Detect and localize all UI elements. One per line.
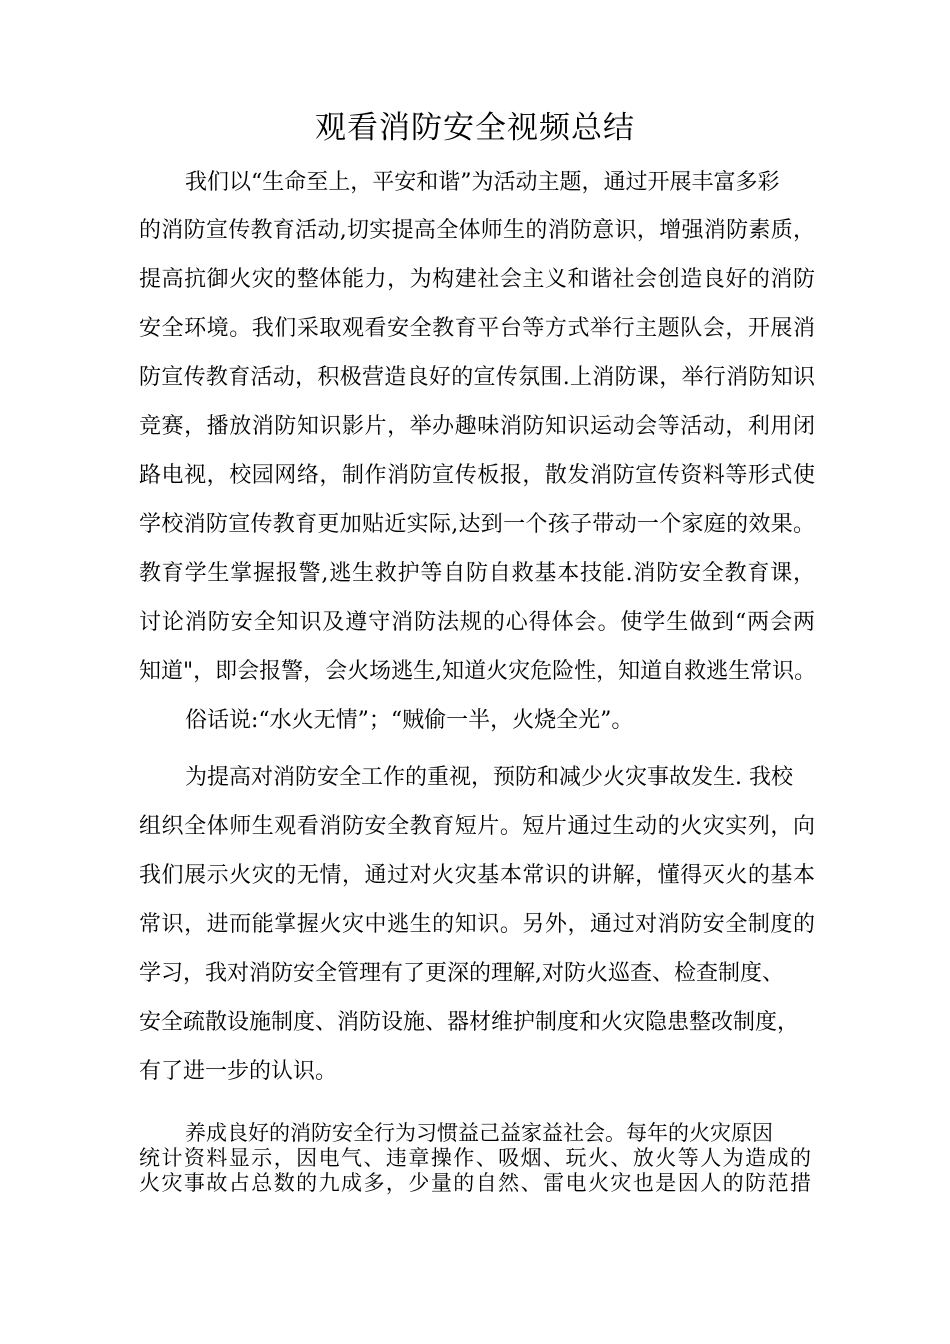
paragraph-1-line-5: 防宣传教育活动，积极营造良好的宣传氛围.上消防课，举行消防知识 <box>139 365 815 390</box>
paragraph-1-line-6: 竞赛，播放消防知识影片，举办趣味消防知识运动会等活动，利用闭 <box>139 414 815 439</box>
paragraph-3-line-4: 常识，进而能掌握火灾中逃生的知识。另外，通过对消防安全制度的 <box>139 912 815 937</box>
paragraph-3-line-2: 组织全体师生观看消防安全教育短片。短片通过生动的火灾实列，向 <box>139 814 815 839</box>
paragraph-1-line-9: 教育学生掌握报警,逃生救护等自防自救基本技能.消防安全教育课， <box>139 561 815 586</box>
paragraph-1-line-2: 的消防宣传教育活动,切实提高全体师生的消防意识，增强消防素质， <box>139 218 815 243</box>
paragraph-1-line-11: 知道"，即会报警，会火场逃生,知道火灾危险性，知道自救逃生常识。 <box>139 659 817 684</box>
paragraph-3-line-3: 我们展示火灾的无情，通过对火灾基本常识的讲解，懂得灭火的基本 <box>139 863 815 888</box>
paragraph-1-line-1: 我们以“生命至上，平安和谐”为活动主题，通过开展丰富多彩 <box>185 170 780 195</box>
paragraph-3-line-7: 有了进一步的认识。 <box>139 1059 338 1084</box>
paragraph-4-line-1: 养成良好的消防安全行为习惯益己益家益社会。每年的火灾原因 <box>185 1121 773 1145</box>
paragraph-1-line-4: 安全环境。我们采取观看安全教育平台等方式举行主题队会，开展消 <box>139 316 815 341</box>
paragraph-3-line-1: 为提高对消防安全工作的重视，预防和减少火灾事故发生. 我校 <box>185 765 793 790</box>
paragraph-4-line-3: 火灾事故占总数的九成多，少量的自然、雷电火灾也是因人的防范措 <box>139 1171 811 1195</box>
paragraph-3-line-6: 安全疏散设施制度、消防设施、器材维护制度和火灾隐患整改制度， <box>139 1010 800 1035</box>
paragraph-1-line-10: 讨论消防安全知识及遵守消防法规的心得体会。使学生做到“两会两 <box>139 610 815 635</box>
paragraph-1-line-3: 提高抗御火灾的整体能力，为构建社会主义和谐社会创造良好的消防 <box>139 267 815 292</box>
paragraph-3-line-5: 学习，我对消防安全管理有了更深的理解,对防火巡查、检查制度、 <box>139 961 784 986</box>
paragraph-2-line-1: 俗话说:“水火无情”；“贼偷一半，火烧全光”。 <box>185 708 634 733</box>
document-title: 观看消防安全视频总结 <box>315 110 635 146</box>
paragraph-4-line-2: 统计资料显示，因电气、违章操作、吸烟、玩火、放火等人为造成的 <box>139 1146 811 1170</box>
paragraph-1-line-8: 学校消防宣传教育更加贴近实际,达到一个孩子带动一个家庭的效果。 <box>139 512 815 537</box>
paragraph-1-line-7: 路电视，校园网络，制作消防宣传板报，散发消防宣传资料等形式使 <box>139 463 815 488</box>
